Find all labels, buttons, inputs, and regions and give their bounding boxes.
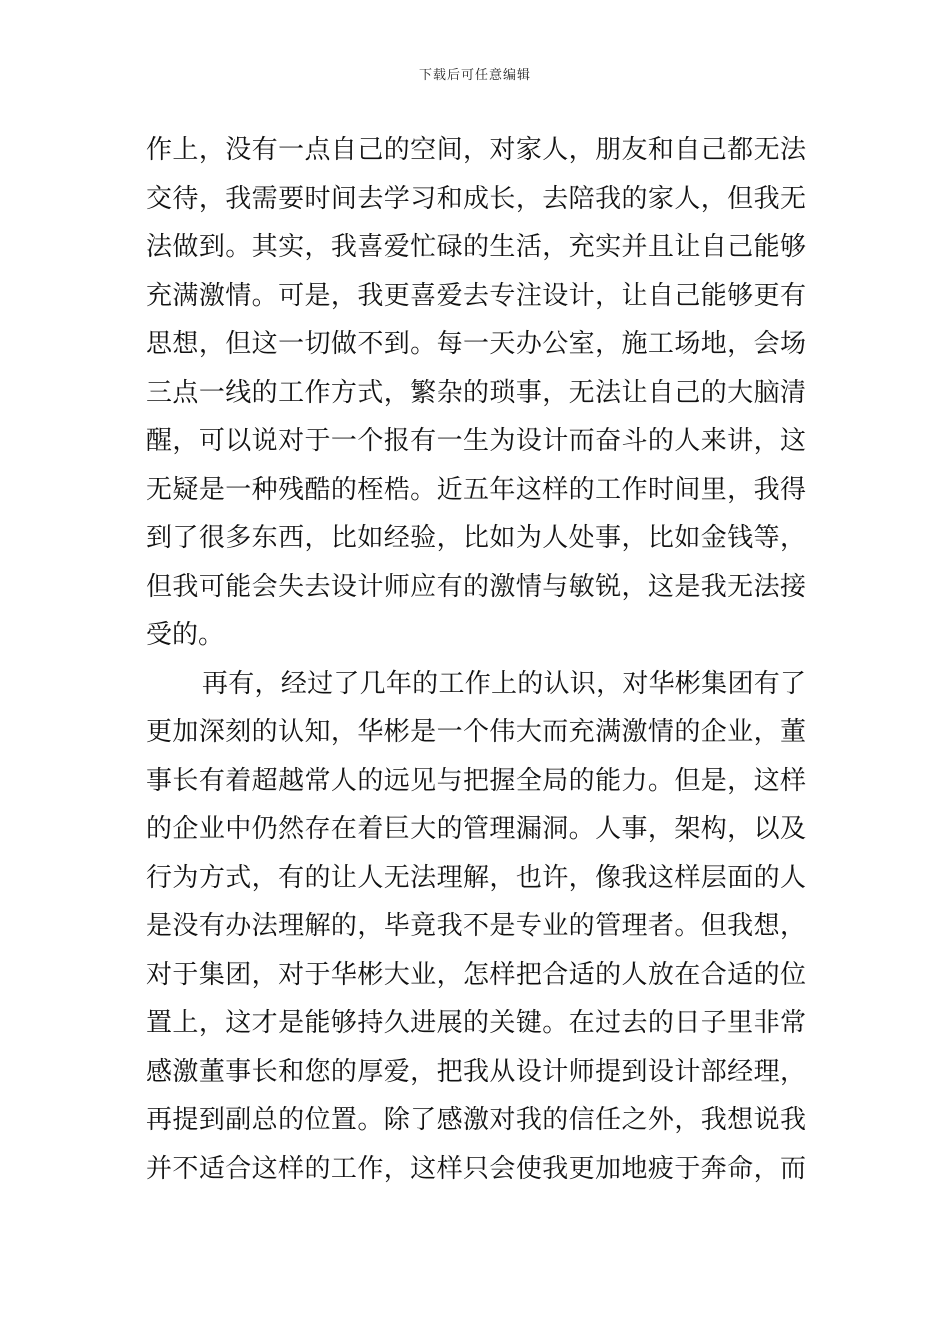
page-header: 下载后可任意编辑 bbox=[418, 68, 531, 83]
text-line: 思想，但这一切做不到。每一天办公室，施工场地，会场 bbox=[146, 329, 806, 359]
text-line: 交待，我需要时间去学习和成长，去陪我的家人，但我无 bbox=[146, 183, 806, 214]
text-line: 但我可能会失去设计师应有的激情与敏锐，这是我无法接 bbox=[146, 571, 806, 602]
text-line: 再提到副总的位置。除了感激对我的信任之外，我想说我 bbox=[146, 1105, 806, 1135]
text-line: 三点一线的工作方式，繁杂的琐事，无法让自己的大脑清 bbox=[146, 377, 806, 408]
text-line: 作上，没有一点自己的空间，对家人，朋友和自己都无法 bbox=[146, 135, 806, 165]
text-line: 无疑是一种残酷的桎梏。近五年这样的工作时间里，我得 bbox=[146, 474, 806, 505]
text-line: 事长有着超越常人的远见与把握全局的能力。但是，这样 bbox=[146, 765, 806, 796]
text-line: 更加深刻的认知，华彬是一个伟大而充满激情的企业，董 bbox=[146, 717, 806, 747]
text-line: 行为方式，有的让人无法理解，也许，像我这样层面的人 bbox=[146, 862, 806, 893]
paragraph-first-line: 再有，经过了几年的工作上的认识，对华彬集团有了 bbox=[202, 668, 806, 699]
text-line: 法做到。其实，我喜爱忙碌的生活，充实并且让自己能够 bbox=[146, 232, 806, 262]
text-line: 充满激情。可是，我更喜爱去专注设计，让自己能够更有 bbox=[146, 280, 806, 311]
text-line: 到了很多东西，比如经验，比如为人处事，比如金钱等， bbox=[146, 523, 806, 553]
text-line: 对于集团，对于华彬大业，怎样把合适的人放在合适的位 bbox=[146, 959, 806, 990]
text-line: 并不适合这样的工作，这样只会使我更加地疲于奔命，而 bbox=[146, 1153, 806, 1184]
text-line: 感激董事长和您的厚爱，把我从设计师提到设计部经理， bbox=[146, 1056, 806, 1087]
text-line: 受的。 bbox=[146, 620, 225, 650]
text-line: 的企业中仍然存在着巨大的管理漏洞。人事，架构，以及 bbox=[146, 814, 806, 844]
text-line: 醒，可以说对于一个报有一生为设计而奋斗的人来讲，这 bbox=[146, 426, 806, 456]
document-body bbox=[146, 126, 806, 1193]
text-line: 置上，这才是能够持久进展的关键。在过去的日子里非常 bbox=[146, 1008, 806, 1038]
text-line: 是没有办法理解的，毕竟我不是专业的管理者。但我想， bbox=[146, 911, 806, 941]
